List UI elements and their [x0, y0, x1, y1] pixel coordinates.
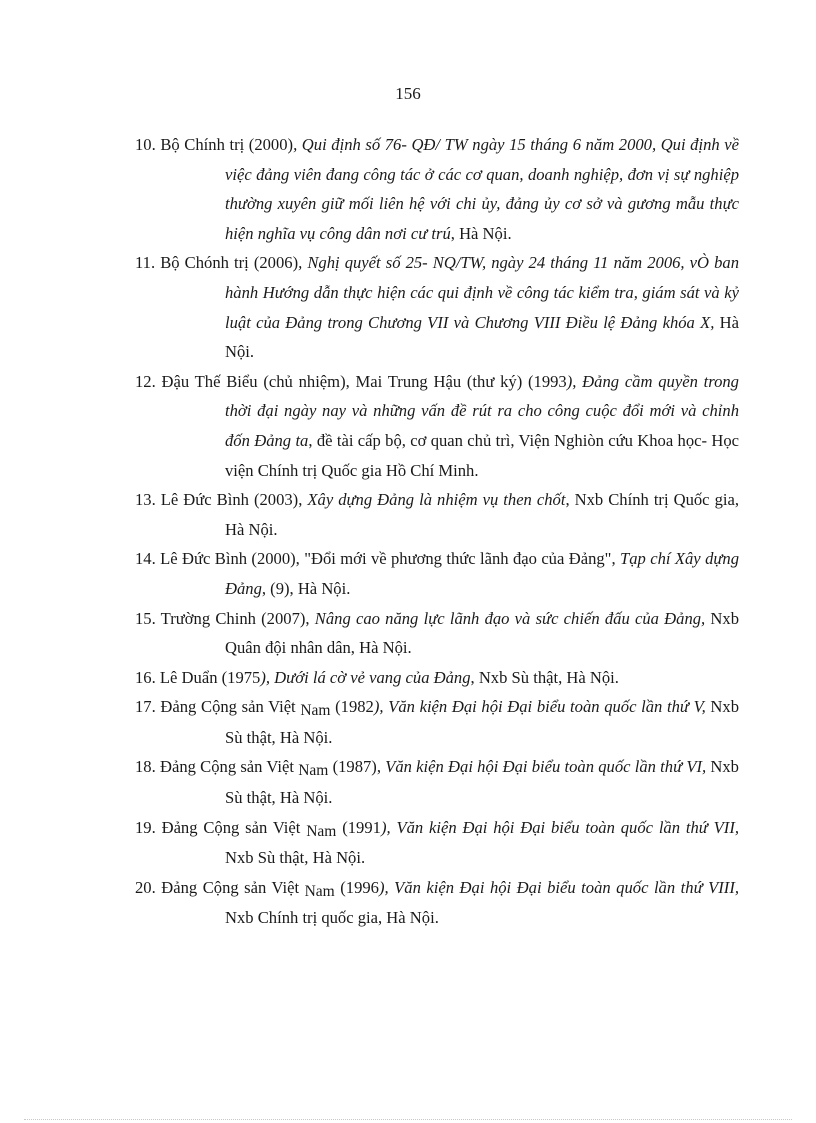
- reference-item: [135, 485, 739, 544]
- reference-item: [135, 692, 739, 752]
- reference-text: Đảng Cộng sản Việt: [155, 877, 305, 897]
- reference-text: (1996: [334, 877, 379, 897]
- reference-text: Lê Đức Bình (2000), "Đổi mới về phương thức lãnh đạo của Đảng",: [155, 549, 620, 569]
- reference-text: Nxb Sù thật, Hà Nội.: [225, 848, 366, 868]
- reference-text: , Nxb Chính trị Quốc gia, Hà Nội.: [225, 490, 739, 539]
- reference-text-nam: Nam: [304, 882, 335, 900]
- reference-item: [135, 248, 739, 366]
- reference-item: [135, 367, 739, 485]
- reference-title: ), Văn kiện Đại hội Đại biểu toàn quốc lần thứ VII,: [380, 817, 739, 837]
- reference-text: Nxb Chính trị quốc gia, Hà Nội.: [225, 908, 439, 928]
- reference-title: ), Dưới lá cờ vẻ vang của Đảng: [260, 667, 471, 687]
- reference-text: Nxb Quân đội nhân dân, Hà Nội.: [225, 608, 739, 658]
- reference-item: [135, 544, 739, 603]
- reference-number: 13.: [135, 490, 156, 510]
- reference-text: Đậu Thế Biểu (chủ nhiệm), Mai Trung Hậu (thư ký) (1993: [155, 371, 567, 391]
- reference-title: Văn kiện Đại hội Đại biểu toàn quốc lần thứ VI,: [385, 757, 707, 777]
- reference-text: (1991: [336, 817, 381, 837]
- reference-text: , đề tài cấp bộ, cơ quan chủ trì, Viện Nghiòn cứu Khoa học- Học viện Chính trị Quốc gia Hồ Chí Minh.: [225, 430, 740, 480]
- reference-list: [135, 130, 739, 933]
- reference-text: (1982: [330, 697, 374, 717]
- reference-item: [135, 663, 739, 693]
- reference-text: Đảng Cộng sản Việt: [155, 757, 299, 777]
- reference-number: 18.: [135, 757, 156, 777]
- reference-number: 11.: [135, 253, 156, 273]
- reference-text-nam: Nam: [300, 702, 331, 720]
- reference-item: [135, 813, 739, 873]
- bottom-dotted-rule: [24, 1119, 792, 1120]
- reference-item: [135, 130, 739, 248]
- reference-text: Bộ Chính trị (2000): [155, 135, 294, 154]
- reference-item: [135, 752, 739, 812]
- reference-text: Bộ Chónh trị (2006): [155, 253, 299, 273]
- reference-title: ), Đảng cầm quyền trong thời đại ngày nay và những vấn đề rút ra cho công cuộc đổi mới và chỉnh đốn Đảng ta: [225, 371, 739, 450]
- reference-text: Đảng Cộng sản Việt: [155, 817, 307, 837]
- reference-text: (1987),: [328, 757, 386, 777]
- reference-title: , Nghị quyết số 25- NQ/TW, ngày 24 tháng 11 năm 2006, vÒ ban hành Hướng dẫn thực hiện các qui định về công tác kiểm tra, giám sát và kỷ luật của Đảng trong Chương VII và Chương VIII Điều lệ Đảng khóa X,: [225, 253, 739, 332]
- reference-title: , Qui định số 76- QĐ/ TW ngày 15 tháng 6 năm 2000, Qui định về việc đảng viên đang công tác ở các cơ quan, doanh nghiệp, đơn vị sự nghiệp thường xuyên giữ mối liên hệ với chi ủy, đảng ủy cơ sở và gương mẫu thực hiện nghĩa vụ công dân nơi cư trú: [225, 135, 740, 243]
- reference-text: Trường Chinh (2007),: [155, 608, 315, 628]
- reference-text: , Nxb Sù thật, Hà Nội.: [470, 667, 619, 687]
- reference-title: ), Văn kiện Đại hội Đại biểu toàn quốc lần thứ VIII,: [378, 877, 739, 897]
- reference-number: 19.: [135, 817, 156, 837]
- reference-number: 20.: [135, 877, 156, 897]
- reference-title: Xây dựng Đảng là nhiệm vụ then chốt: [307, 490, 566, 510]
- reference-text: , (9), Hà Nội.: [261, 578, 351, 598]
- reference-text-nam: Nam: [306, 822, 337, 840]
- reference-number: 14.: [135, 549, 156, 569]
- reference-text-nam: Nam: [298, 762, 329, 780]
- reference-number: 12.: [135, 371, 156, 391]
- reference-title: ), Văn kiện Đại hội Đại biểu toàn quốc lần thứ V,: [373, 697, 706, 717]
- reference-text: Lê Duẩn (1975: [155, 667, 261, 687]
- reference-number: 15.: [135, 608, 156, 628]
- reference-number: 16.: [135, 667, 156, 687]
- reference-item: [135, 873, 739, 933]
- page-number: 156: [395, 84, 421, 103]
- reference-title: Nâng cao năng lực lãnh đạo và sức chiến đấu của Đảng,: [314, 608, 706, 628]
- reference-title: Tạp chí Xây dựng Đảng: [225, 549, 740, 598]
- reference-text: Nxb Sù thật, Hà Nội.: [225, 757, 739, 808]
- reference-number: 10.: [135, 135, 156, 154]
- reference-text: Đảng Cộng sản Việt: [155, 697, 301, 717]
- reference-text: Hà Nội.: [225, 312, 740, 362]
- reference-number: 17.: [135, 697, 156, 717]
- reference-item: [135, 604, 739, 663]
- reference-text: Lê Đức Bình (2003),: [155, 490, 308, 510]
- reference-text: Nxb Sù thật, Hà Nội.: [225, 697, 739, 747]
- reference-text: , Hà Nội.: [450, 223, 512, 243]
